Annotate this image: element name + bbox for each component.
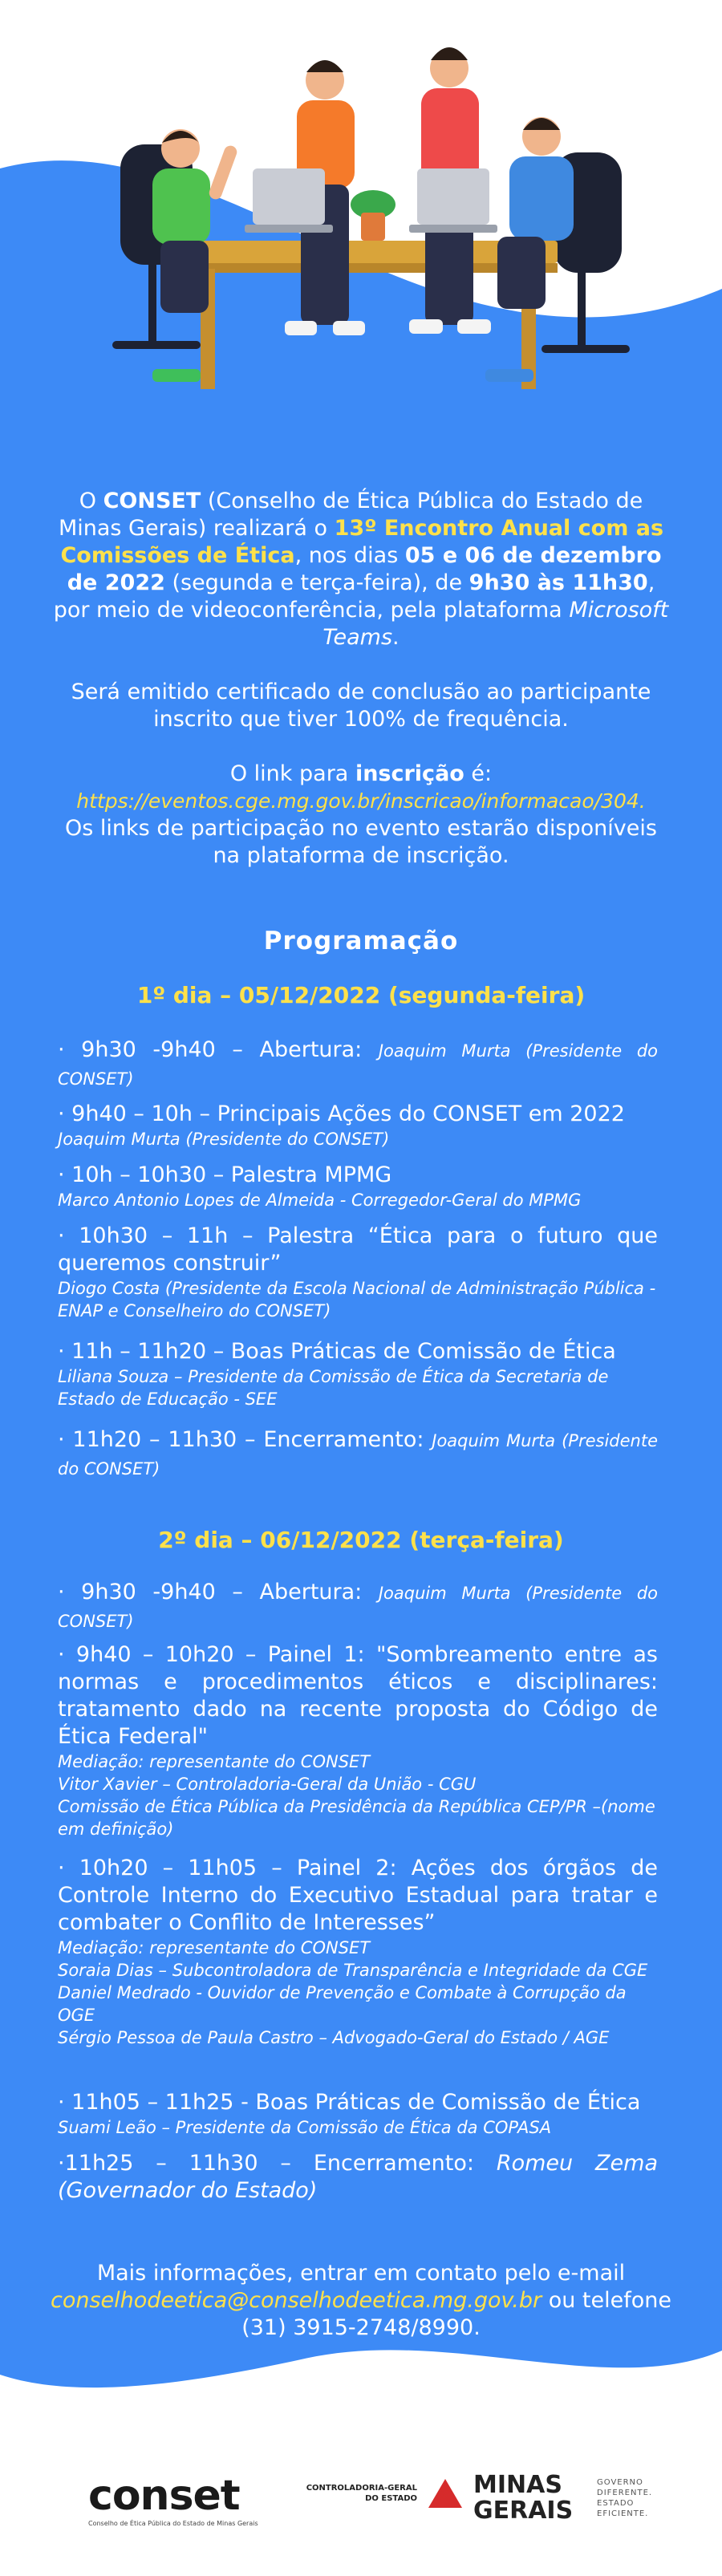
program-title: Programação <box>263 927 459 955</box>
event-time: 9h30 às 11h30 <box>468 570 648 595</box>
intro-paragraph: O CONSET (Conselho de Ética Pública do Estado de Minas Gerais) realizará o 13º Encontro Anual com as Comissões de Ética, nos dias 05 e 06 de dezembro de 2022 (segunda e terça-feira), de 9h30 às 11h30, por meio de videoconferência, pela plataforma Microsoft Teams. <box>53 489 669 650</box>
agenda-item: · 9h30 -9h40 – Abertura: Joaquim Murta (Presidente do CONSET) <box>58 1580 659 1631</box>
agenda-item: · 9h40 – 10h – Principais Ações do CONSET em 2022 Joaquim Murta (Presidente do CONSET) <box>58 1101 625 1149</box>
contact-email[interactable]: conselhodeetica@conselhodeetica.mg.gov.br <box>51 2288 542 2313</box>
meeting-illustration <box>104 24 634 409</box>
registration-link-block: O link para inscrição é: https://eventos.cge.mg.gov.br/inscricao/informacao/304. Os links de participação no evento estarão disponíveis na plataforma de inscrição. <box>48 761 674 870</box>
event-dates: 05 e 06 de dezembro de 2022 <box>67 543 662 595</box>
agenda-item: · 9h30 -9h40 – Abertura: Joaquim Murta (Presidente do CONSET) <box>58 1037 659 1089</box>
agenda-item: · 10h20 – 11h05 – Painel 2: Ações dos órgãos de Controle Interno do Executivo Estadual para tratar e combater o Conflito de Interesses” Mediação: representante do CONSET Soraia Dias – Subcontroladora de Transparência e Integridade da CGE Daniel Medrado - Ouvidor de Prevenção e Combate à Corrupção da OGE Sérgio Pessoa de Paula Castro – Advogado-Geral do Estado / AGE <box>58 1856 658 2047</box>
certificate-note: Será emitido certificado de conclusão ao participante inscrito que tiver 100% de frequência. <box>71 679 651 732</box>
conset-logo: conset Conselho de Ética Pública do Estado de Minas Gerais <box>88 2472 258 2527</box>
agenda-item: · 10h – 10h30 – Palestra MPMG Marco Antonio Lopes de Almeida - Corregedor-Geral do MPMG <box>58 1162 582 1210</box>
day2-title: 2º dia – 06/12/2022 (terça-feira) <box>158 1527 564 1553</box>
agenda-item: · 10h30 – 11h – Palestra “Ética para o futuro que queremos construir” Diogo Costa (Presidente da Escola Nacional de Administração Pública - ENAP e Conselheiro do CONSET) <box>58 1223 658 1320</box>
event-name: 13º Encontro Anual com as Comissões de Ética <box>60 516 664 568</box>
agenda-item: · 11h – 11h20 – Boas Práticas de Comissão de Ética Liliana Souza – Presidente da Comissão de Ética da Secretaria de Estado de Educação - SEE <box>58 1339 616 1409</box>
registration-link[interactable]: https://eventos.cge.mg.gov.br/inscricao/informacao/304. <box>76 789 646 813</box>
platform-name: Microsoft Teams <box>322 598 669 650</box>
contact-info: Mais informações, entrar em contato pelo e-mail conselhodeetica@conselhodeetica.mg.gov.br ou telefone (31) 3915-2748/8990. <box>51 2261 671 2340</box>
mg-triangle-icon <box>425 2473 465 2513</box>
conset-name: CONSET <box>103 489 201 513</box>
agenda-item: · 9h40 – 10h20 – Painel 1: "Sombreamento entre as normas e procedimentos éticos e disciplinares: tratamento dado na recente proposta do Código de Ética Federal" Mediação: representante do CONSET Vitor Xavier – Controladoria-Geral da União - CGU Comissão de Ética Pública da Presidência da República CEP/PR –(nome em definição) <box>58 1642 658 1839</box>
agenda-item: · 11h20 – 11h30 – Encerramento: Joaquim Murta (Presidente do CONSET) <box>58 1427 658 1479</box>
minas-gerais-logo: MINAS GERAIS GOVERNO DIFERENTE. ESTADO EFICIENTE. <box>425 2473 465 2516</box>
day1-title: 1º dia – 05/12/2022 (segunda-feira) <box>136 982 586 1008</box>
agenda-item: · 11h05 – 11h25 - Boas Práticas de Comissão de Ética Suami Leão – Presidente da Comissão de Ética da COPASA <box>58 2090 641 2137</box>
cge-label: CONTROLADORIA-GERAL DO ESTADO <box>306 2484 417 2503</box>
agenda-item: ·11h25 – 11h30 – Encerramento: Romeu Zema (Governador do Estado) <box>58 2151 658 2203</box>
